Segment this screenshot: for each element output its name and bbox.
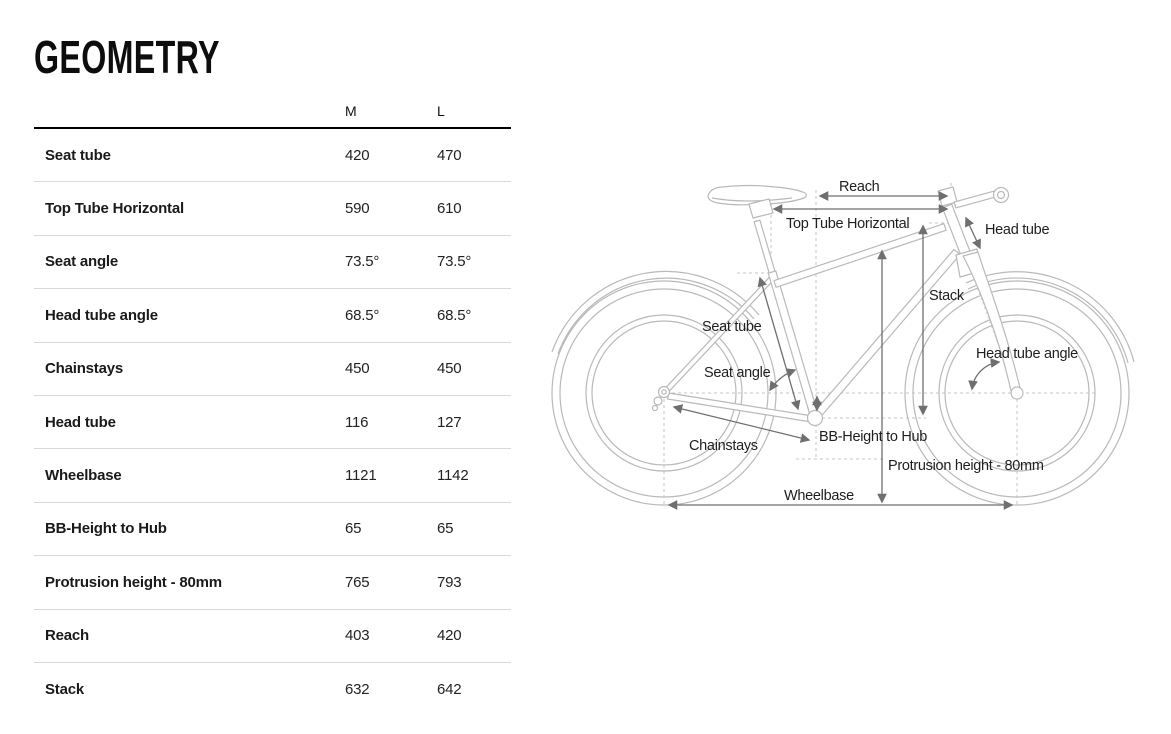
value-m: 632 [345,681,370,699]
diagram-label-chainstays: Chainstays [689,438,758,454]
diagram-label-head-tube-angle: Head tube angle [976,346,1078,362]
value-l: 450 [437,360,462,378]
table-row [34,556,511,609]
value-m: 403 [345,627,370,645]
head-tube-arrow [966,218,980,248]
table-row [34,663,511,716]
diagram-label-wheelbase: Wheelbase [784,488,854,504]
diagram-label-top-tube: Top Tube Horizontal [786,216,910,232]
value-l: 68.5° [437,306,472,324]
diagram-label-reach: Reach [839,179,880,195]
row-label: Stack [45,681,85,699]
value-l: 65 [437,520,454,538]
value-m: 590 [345,200,370,218]
value-m: 450 [345,360,370,378]
row-label: Seat angle [45,253,119,271]
value-l: 793 [437,573,462,591]
table-row [34,343,511,396]
diagram-label-stack: Stack [929,288,964,304]
table-row [34,129,511,182]
value-m: 73.5° [345,253,380,271]
head-tube-angle-arc [972,362,999,389]
diagram-label-protrusion-height: Protrusion height - 80mm [888,458,1044,474]
front-hub-drawing [1011,387,1023,399]
value-l: 610 [437,200,462,218]
table-row [34,503,511,556]
table-row [34,396,511,449]
table-row [34,610,511,663]
row-label: Wheelbase [45,467,122,485]
table-row [34,289,511,342]
diagram-label-seat-tube: Seat tube [702,319,762,335]
column-header-size-l: L [437,103,445,119]
geometry-table [34,88,511,716]
value-m: 420 [345,146,370,164]
value-m: 116 [345,413,369,431]
value-m: 765 [345,573,370,591]
value-l: 73.5° [437,253,472,271]
diagram-label-head-tube: Head tube [985,222,1050,238]
value-m: 1121 [345,467,377,485]
row-label: BB-Height to Hub [45,520,167,538]
table-row [34,236,511,289]
value-m: 65 [345,520,362,538]
bottom-bracket-drawing [808,411,823,426]
value-l: 642 [437,681,462,699]
row-label: Chainstays [45,360,124,378]
value-l: 1142 [437,467,469,485]
row-label: Protrusion height - 80mm [45,573,222,591]
row-label: Head tube [45,413,116,431]
row-label: Seat tube [45,146,111,164]
value-m: 68.5° [345,306,380,324]
diagram-label-bb-height: BB-Height to Hub [819,429,928,445]
bike-geometry-diagram [550,160,1171,545]
value-l: 420 [437,627,462,645]
column-header-size-m: M [345,103,357,119]
row-label: Top Tube Horizontal [45,200,184,218]
table-row [34,182,511,235]
value-l: 470 [437,146,462,164]
diagram-label-seat-angle: Seat angle [704,365,771,381]
row-label: Reach [45,627,90,645]
row-label: Head tube angle [45,306,158,324]
table-row [34,449,511,502]
value-l: 127 [437,413,462,431]
page-title: GEOMETRY [34,31,220,83]
table-header-row [34,88,511,129]
